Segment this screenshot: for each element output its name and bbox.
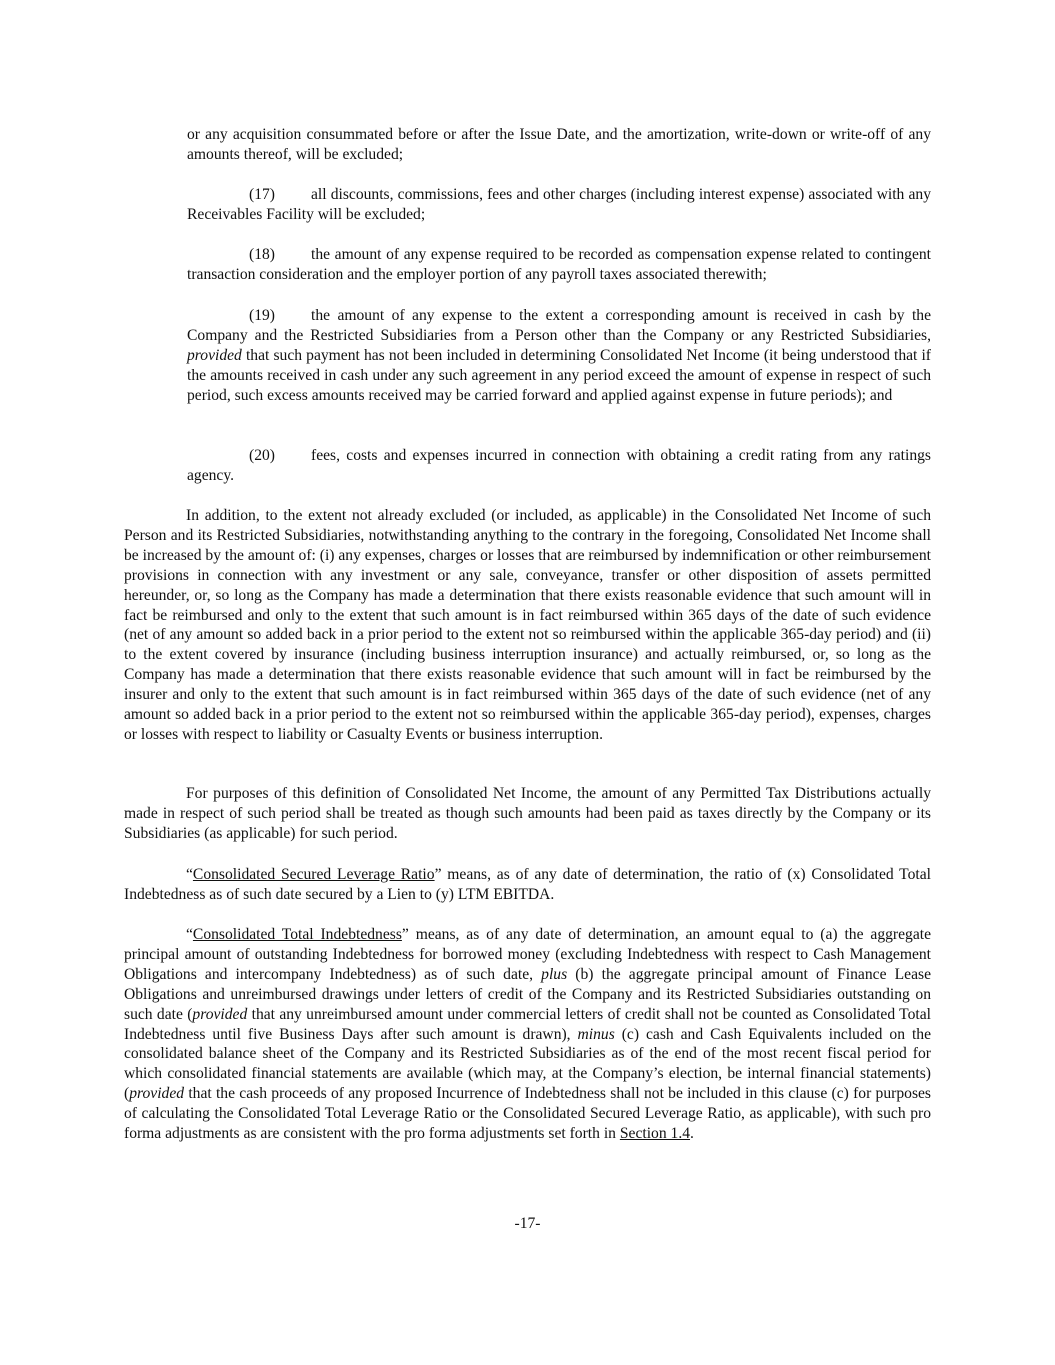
definition-text: ” means, as of any date of determination, the ratio of (x) Consolidated Total Indebtedness as of such date secured by a Lien to (y) LTM EBITDA.	[124, 866, 931, 903]
clause-19	[187, 306, 931, 406]
clause-text: the amount of any expense required to be recorded as compensation expense related to contingent transaction consideration and the employer portion of any payroll taxes associated therewith;	[187, 246, 931, 283]
page-number: -17-	[514, 1215, 541, 1232]
clause-number: (20)	[249, 447, 275, 464]
clause-20	[187, 446, 931, 486]
italic-provided: provided	[192, 1005, 248, 1023]
italic-provided: provided	[129, 1085, 185, 1103]
italic-provided: provided	[187, 346, 242, 364]
italic-plus: plus	[541, 965, 568, 983]
clause-text: the amount of any expense to the extent a corresponding amount is received in cash by the Company and the Restricted Subsidiaries from a Person other than the Company or any Restricted Subsidiaries,	[187, 307, 931, 344]
clause-number: (18)	[249, 246, 275, 263]
section-reference: Section 1.4	[619, 1125, 691, 1143]
defined-term: Consolidated Total Indebtedness	[192, 926, 402, 943]
definition-consolidated-total-indebtedness	[124, 925, 931, 1144]
definition-consolidated-secured-leverage-ratio	[124, 865, 931, 905]
clause-text-cont: that such payment has not been included in determining Consolidated Net Income (it being understood that if the amounts received in cash under any such agreement in any period exceed the amount of expense in respect of such period, such excess amounts received may be carried forward and applied against expense in future periods); and	[187, 346, 931, 404]
open-quote: “	[186, 866, 193, 883]
open-quote: “	[186, 926, 193, 943]
italic-minus: minus	[577, 1025, 615, 1043]
clause-number: (17)	[249, 186, 275, 203]
clause-text: fees, costs and expenses incurred in connection with obtaining a credit rating from any ratings agency.	[187, 447, 931, 484]
clause-18	[187, 245, 931, 285]
continuation-paragraph: or any acquisition consummated before or after the Issue Date, and the amortization, write-down or write-off of any amounts thereof, will be excluded;	[187, 126, 931, 163]
definition-text: .	[690, 1125, 694, 1143]
definition-text: that the cash proceeds of any proposed Incurrence of Indebtedness shall not be included in this clause (c) for purposes of calculating the Consolidated Total Leverage Ratio or the Consolidated Secured Leverage Ratio, as applicable), with such pro forma adjustments as are consistent with the pro forma adjustments set forth in	[124, 1085, 931, 1143]
definition-text: (c) cash and Cash Equivalents included on the consolidated balance sheet of the Company and its Restricted Subsidiaries as of the end of the most recent fiscal period for which consolidated financial statements are available (which may, at the Company’s election, be internal financial statements) (	[124, 1025, 931, 1103]
in-addition-paragraph: In addition, to the extent not already excluded (or included, as applicable) in the Consolidated Net Income of such Person and its Restricted Subsidiaries, notwithstanding anything to the contrary in the foregoing, Consolidated Net Income shall be increased by the amount of: (i) any expenses, charges or losses that are reimbursed by indemnification or other reimbursement provisions in connection with any investment or any sale, conveyance, transfer or other disposition of assets permitted hereunder, or, so long as the Company has made a determination that there exists reasonable evidence that such amount will in fact be reimbursed and only to the extent that such amount is in fact reimbursed within 365 days of the date of such evidence (net of any amount so added back in a prior period to the extent not so reimbursed within the applicable 365-day period) and (ii) to the extent covered by insurance (including business interruption insurance) and actually reimbursed, or, so long as the Company has made a determination that there exists reasonable evidence that such amount will in fact be reimbursed by the insurer and only to the extent that such amount is in fact reimbursed within 365 days of the date of such evidence (net of any amount so added back in a prior period to the extent not so reimbursed within the applicable 365-day period), expenses, charges or losses with respect to liability or Casualty Events or business interruption.	[124, 507, 931, 743]
definition-text: that any unreimbursed amount under commercial letters of credit shall not be counted as Consolidated Total Indebtedness until five Business Days after such amount is drawn),	[124, 1005, 931, 1043]
clause-number: (19)	[249, 307, 275, 324]
definition-text: (b) the aggregate principal amount of Finance Lease Obligations and unreimbursed drawings under letters of credit of the Company and its Restricted Subsidiaries outstanding on such date (	[124, 965, 931, 1023]
definition-text: ” means, as of any date of determination, an amount equal to (a) the aggregate principal amount of outstanding Indebtedness for borrowed money (excluding Indebtedness with respect to Cash Management Obligations and intercompany Indebtedness) as of such date,	[124, 926, 931, 983]
defined-term: Consolidated Secured Leverage Ratio	[192, 866, 435, 883]
clause-17	[187, 185, 931, 225]
for-purposes-paragraph: For purposes of this definition of Consolidated Net Income, the amount of any Permitted Tax Distributions actually made in respect of such period shall be treated as though such amounts had been paid as taxes directly by the Company or its Subsidiaries (as applicable) for such period.	[124, 785, 931, 842]
clause-text: all discounts, commissions, fees and other charges (including interest expense) associated with any Receivables Facility will be excluded;	[187, 186, 931, 223]
